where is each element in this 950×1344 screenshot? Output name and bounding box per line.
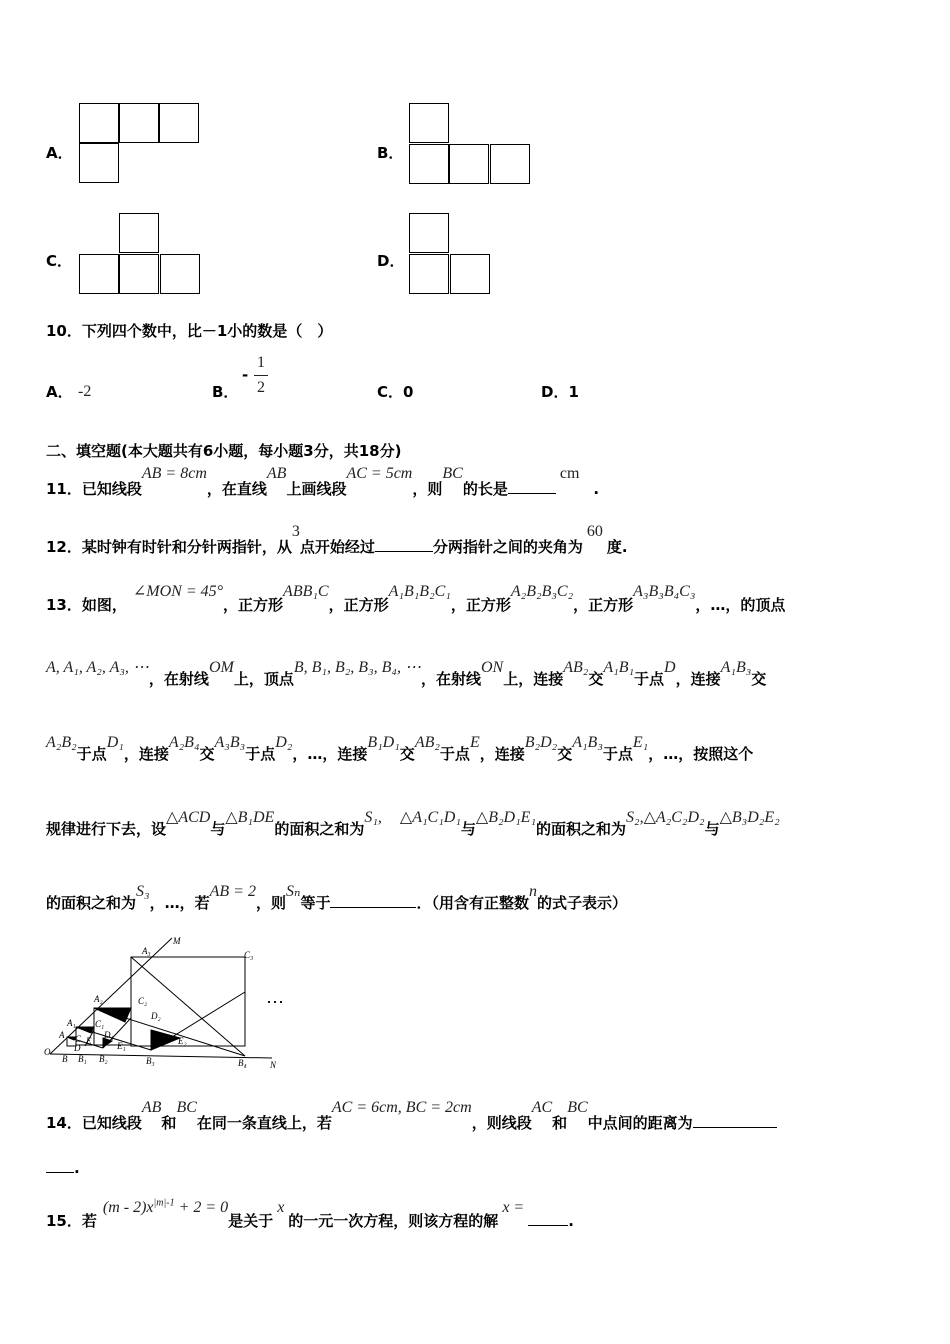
label-c1: C₁ [95,1019,105,1029]
q13-text: ，正方形 [573,596,634,614]
q13-math: AB = 2 [209,883,256,900]
q13-math: E [469,734,480,751]
label-c: C [75,1034,82,1044]
q10-option-b-label: B． [212,383,239,401]
label-n: N [270,1060,277,1070]
q11-text-3: 上画线段 [286,480,347,498]
q13-line-3 [46,731,754,763]
figure-labels [40,930,300,1075]
q13-text: 的式子表示） [536,894,627,912]
label-d: D [74,1043,81,1053]
q13-math: AB₂ [414,734,440,751]
q13-math: A₃B₃B₄C₃ [633,583,696,600]
label-e: E [86,1036,92,1046]
q13-math: A₂B₂B₃C₂ [510,583,574,600]
q13-math: A₂B₂ [46,734,77,751]
q13-math: △B₂D₁E₁ [475,809,536,826]
q13-text: 的面积之和为 [46,894,137,912]
answer-blank[interactable] [330,893,416,908]
answer-blank[interactable] [528,1211,568,1226]
q13-text: ．（用含有正整数 [416,894,529,912]
q13-math: A₁B₁B₂C₁ [388,583,451,600]
q15-text: 15．若 [46,1212,97,1230]
q12-math-3: 3 [291,523,300,540]
q13-math: D₁ [106,734,124,751]
q13-text: 与 [210,820,226,838]
q14-text: 和 [552,1114,568,1132]
figure-ellipsis: ⋯ [266,992,285,1013]
q13-math: A₁B₃ [572,734,603,751]
label-a: A [59,1030,65,1040]
q11-line [46,462,600,498]
q14-math: BC [176,1099,197,1116]
label-b4: B₄ [238,1058,247,1068]
q13-math: D [664,659,676,676]
q10-stem: 10．下列四个数中，比－1小的数是（ ） [46,322,333,340]
option-c-label: C． [46,252,73,270]
label-b: B [62,1054,68,1064]
q11-math-ab: AB = 8cm [141,465,207,482]
q15-exponent: |m|-1 [153,1197,175,1209]
label-o: O [44,1047,51,1057]
label-d1: D₁ [104,1030,114,1040]
q13-math: B₁D₁ [367,734,400,751]
q13-math: A₂B₄ [168,734,200,751]
q13-math: S₁, [364,809,382,826]
label-e2: E₂ [178,1036,187,1046]
q14-text: 和 [161,1114,177,1132]
answer-blank[interactable] [375,537,433,552]
q13-math: B₂D₂ [524,734,558,751]
q14-math: AC [531,1099,553,1116]
q13-text: ，在射线 [420,670,481,688]
q13-text: ，正方形 [450,596,511,614]
q11-math-bc: BC [442,465,463,482]
q13-text: ，…，按照这个 [648,745,754,763]
answer-blank[interactable] [508,479,556,494]
label-b2: B₂ [99,1054,108,1064]
q13-math: △ACD [166,809,211,826]
label-e1: E₁ [117,1041,126,1051]
label-m: M [173,936,181,946]
q13-text: 于点 [245,745,276,763]
q14-text: 14．已知线段 [46,1114,142,1132]
q10-option-c: C．0 [377,383,414,401]
q14-math: BC [567,1099,588,1116]
q13-text: 与 [704,820,720,838]
label-a1: A₁ [67,1018,76,1028]
q14-continuation [46,1158,80,1177]
label-a3: A₃ [142,946,151,956]
q12-line [46,520,628,556]
q10-option-a-value: -2 [78,383,92,400]
q13-math: △B₁DE [225,809,275,826]
q13-text: 与 [460,820,476,838]
q13-text: 于点 [602,745,633,763]
q13-text: 于点 [439,745,470,763]
q15-math: + 2 = 0 [174,1199,229,1216]
fraction-bar [254,375,268,376]
q13-math: S₂,△A₂C₂D₂ [626,809,705,826]
q12-text-2: 点开始经过 [299,538,375,556]
q12-math-60: 60 [586,523,603,540]
q13-math: A, A₁, A₂, A₃, ⋯ [46,659,149,676]
q13-text: 的面积之和为 [536,820,627,838]
label-b1: B₁ [78,1054,87,1064]
q13-text: ，连接 [479,745,525,763]
q13-math: B, B₁, B₂, B₃, B₄, ⋯ [293,659,421,676]
q11-text-2: ，在直线 [206,480,267,498]
q13-text: 交 [399,745,415,763]
q10-option-b-sign: - [242,366,249,384]
label-b3: B₃ [146,1056,155,1066]
q13-text: 上，顶点 [233,670,294,688]
q15-math: x = [502,1199,525,1216]
q13-math: D₂ [275,734,293,751]
q15-text: 的一元一次方程，则该方程的解 [288,1212,499,1230]
option-a-label: A． [46,144,73,162]
q11-text-5: 的长是 [462,480,508,498]
q12-text-1: 12．某时钟有时针和分针两指针，从 [46,538,292,556]
q13-text: 等于 [300,894,331,912]
q13-math: Sₙ [285,883,301,900]
q13-line-1 [46,580,786,614]
q13-text: 规律进行下去，设 [46,820,167,838]
q13-text: 上，连接 [503,670,564,688]
q13-text: ，则 [255,894,286,912]
q14-end: . [74,1159,80,1177]
q13-math: E₁ [632,734,649,751]
q13-text: 于点 [634,670,665,688]
label-d2: D₂ [151,1011,161,1021]
q13-math: ON [480,659,504,676]
label-c3: C₃ [244,950,254,960]
q10-option-b-numerator: 1 [257,354,265,371]
q13-text: ，连接 [123,745,169,763]
q13-text: ，…，连接 [292,745,368,763]
label-c2: C₂ [138,996,148,1006]
option-d-label: D． [377,252,405,270]
label-a2: A₂ [94,994,103,1004]
q11-math-ab2: AB [266,465,287,482]
q15-line [46,1196,574,1230]
q14-text: 中点间的距离为 [587,1114,693,1132]
q13-math: △B₃D₂E₂ [719,809,780,826]
q11-unit: cm [559,465,580,482]
q12-text-3: 分两指针之间的夹角为 [432,538,583,556]
q13-math: OM [208,659,234,676]
q10-option-d: D．1 [541,383,579,401]
q14-math: AC = 6cm, BC = 2cm [331,1099,472,1116]
q11-text-4: ，则 [412,480,443,498]
q13-math: △A₁C₁D₁ [399,809,461,826]
q13-math: A₃B₃ [214,734,246,751]
q13-line-4 [46,806,780,838]
q13-math: n [528,883,537,900]
q10-option-b-denominator: 2 [257,379,265,396]
q14-text: 在同一条直线上，若 [196,1114,332,1132]
q11-math-ac: AC = 5cm [346,465,413,482]
q13-text: 的面积之和为 [274,820,365,838]
q13-text: ，正方形 [223,596,284,614]
q13-text: ，在射线 [148,670,209,688]
q15-end: . [568,1212,574,1230]
q13-line-5 [46,880,627,912]
q13-text: ，…，的顶点 [695,596,786,614]
q13-text: ，正方形 [328,596,389,614]
q10-option-a-label: A． [46,383,73,401]
answer-blank[interactable] [693,1113,777,1128]
q13-text: ，…，若 [149,894,210,912]
q13-math: AB₂ [563,659,589,676]
q13-line-2 [46,656,767,688]
q14-text: ，则线段 [471,1114,532,1132]
q14-math: AB [141,1099,162,1116]
option-b-label: B． [377,144,404,162]
q12-text-4: 度. [606,538,628,556]
q13-text: 交 [199,745,215,763]
q15-math: (m - 2)x [102,1199,154,1216]
q11-end: . [593,480,600,498]
q13-math: S₃ [136,883,150,900]
q14-line [46,1096,777,1132]
q13-text: 13．如图， [46,596,127,614]
q15-text: 是关于 [228,1212,274,1230]
q13-text: 交 [588,670,604,688]
q13-text: 交 [751,670,767,688]
section-heading: 二、填空题(本大题共有6小题，每小题3分，共18分) [46,442,402,460]
q13-text: 交 [557,745,573,763]
q11-text-1: 11．已知线段 [46,480,142,498]
q13-math: A₁B₃ [720,659,752,676]
answer-blank[interactable] [46,1158,74,1173]
q15-math: x [277,1199,285,1216]
q13-text: ，连接 [675,670,721,688]
q13-math: ABB₁C [283,583,329,600]
q13-math: ∠MON = 45° [132,583,224,600]
q13-math: A₁B₁ [603,659,635,676]
q13-text: 于点 [76,745,107,763]
